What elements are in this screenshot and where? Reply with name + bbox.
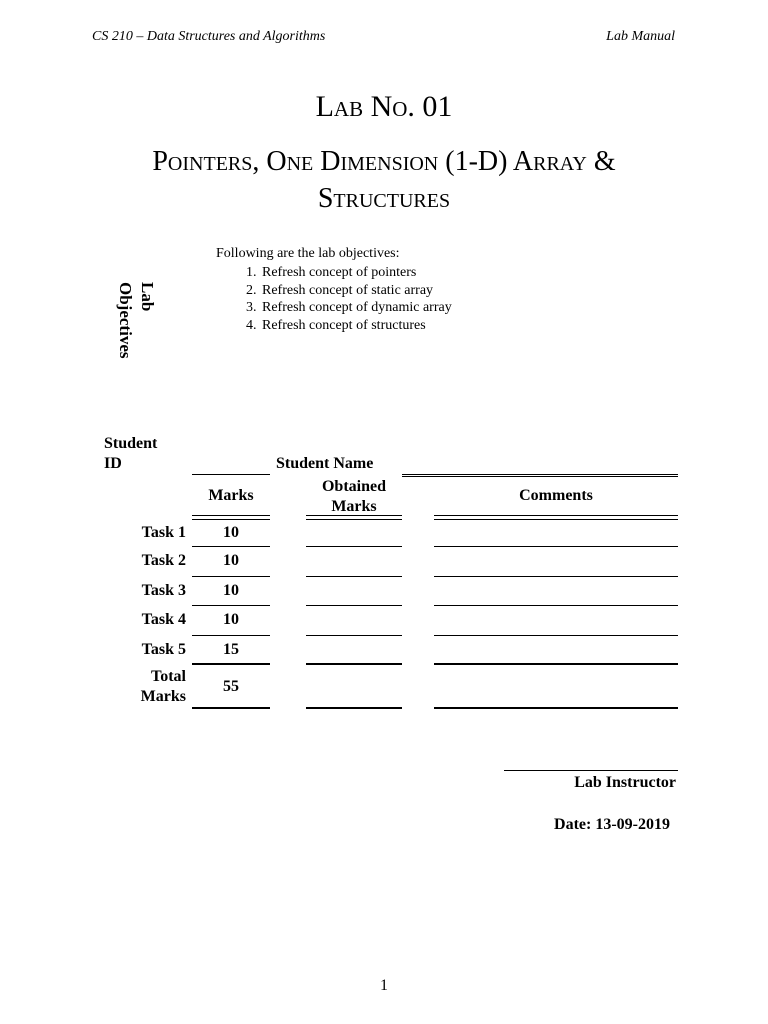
objectives-side-label: Lab Objectives (116, 282, 157, 359)
obtained-header-top (402, 476, 678, 477)
student-id-field[interactable] (192, 474, 270, 475)
obtained-column-header: Obtained Marks (321, 478, 386, 515)
task-label: Task 2 (141, 552, 186, 569)
objective-item: 2. Refresh concept of static array (260, 282, 452, 300)
obtained-field[interactable] (306, 663, 402, 665)
objective-item: 1. Refresh concept of pointers (260, 264, 452, 282)
course-title: CS 210 – Data Structures and Algorithms (92, 29, 326, 44)
objective-item: 4. Refresh concept of structures (260, 317, 452, 335)
task-marks-rule (192, 605, 270, 606)
comments-column-header: Comments (519, 487, 593, 504)
obtained-field[interactable] (306, 635, 402, 636)
obtained-field[interactable] (306, 576, 402, 577)
comment-field[interactable] (434, 663, 678, 665)
obtained-field[interactable] (306, 546, 402, 547)
total-obtained-field[interactable] (306, 707, 402, 709)
task-marks: 15 (223, 641, 239, 658)
date-label: Date: 13-09-2019 (554, 816, 670, 833)
task-marks-rule (192, 663, 270, 665)
task-marks: 10 (223, 582, 239, 599)
objectives-list (216, 264, 452, 334)
manual-label: Lab Manual (606, 29, 675, 44)
comments-header-rule (434, 515, 678, 520)
lab-number: Lab No. 01 (315, 90, 453, 123)
obtained-field[interactable] (306, 605, 402, 606)
lab-topic-text: Pointers, One Dimension (1-D) Array & Structures (152, 146, 616, 214)
total-marks-rule (192, 707, 270, 709)
marks-header-rule (192, 515, 270, 520)
student-id-label (104, 434, 168, 474)
lab-instructor-label: Lab Instructor (574, 774, 676, 791)
student-name-label: Student Name (276, 455, 374, 472)
task-marks-rule (192, 546, 270, 547)
lab-topic (0, 143, 768, 217)
comment-field[interactable] (434, 605, 678, 606)
task-marks-rule (192, 576, 270, 577)
instructor-signature-line[interactable] (504, 770, 678, 771)
student-id-text: Student ID (104, 435, 158, 472)
task-label: Task 1 (141, 524, 186, 541)
task-label: Task 5 (141, 641, 186, 658)
task-marks: 10 (223, 524, 239, 541)
total-marks-value: 55 (223, 678, 239, 695)
task-marks: 10 (223, 552, 239, 569)
comment-field[interactable] (434, 635, 678, 636)
total-marks-text: Total Marks (140, 668, 186, 705)
total-comment-field[interactable] (434, 707, 678, 709)
marks-column-header: Marks (208, 487, 254, 504)
student-name-field[interactable] (402, 474, 678, 475)
task-label: Task 3 (141, 582, 186, 599)
task-marks-rule (192, 635, 270, 636)
total-marks-label (104, 667, 186, 707)
task-label: Task 4 (141, 611, 186, 628)
objectives-intro: Following are the lab objectives: (216, 246, 400, 261)
objective-item: 3. Refresh concept of dynamic array (260, 299, 452, 317)
page-number: 1 (380, 977, 388, 994)
task-marks: 10 (223, 611, 239, 628)
comment-field[interactable] (434, 576, 678, 577)
comment-field[interactable] (434, 546, 678, 547)
obtained-header-rule (306, 515, 402, 520)
